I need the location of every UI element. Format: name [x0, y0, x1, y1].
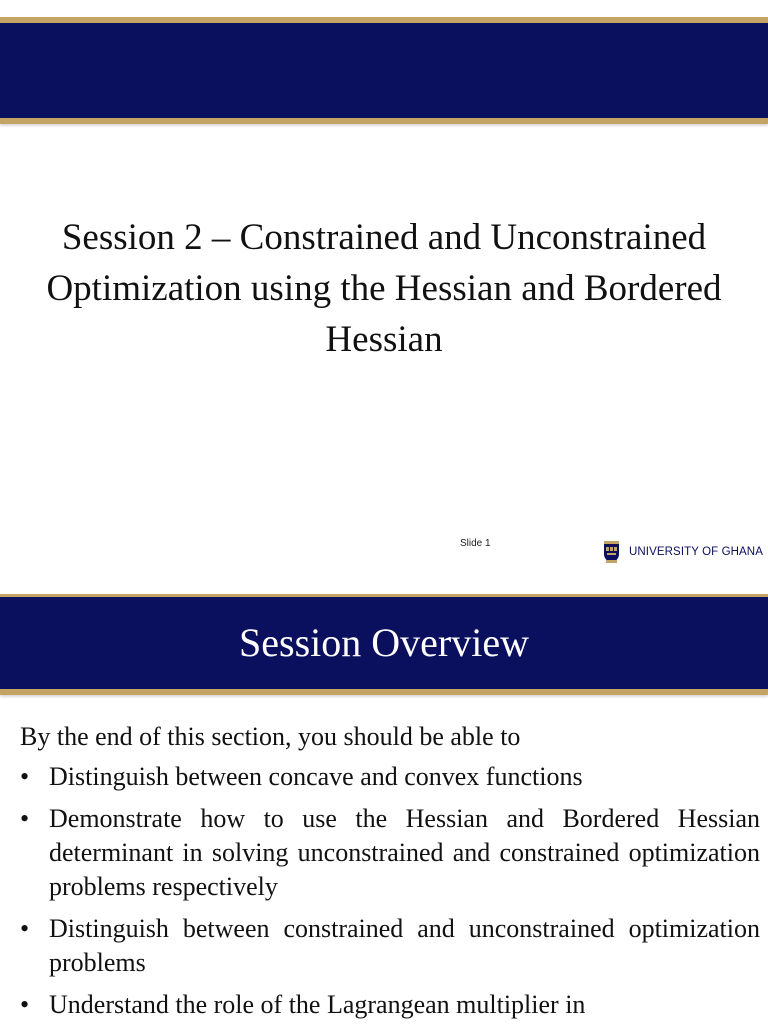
logo-text: UNIVERSITY OF GHANA — [629, 546, 763, 558]
list-item — [20, 802, 760, 904]
bullet-icon: • — [20, 990, 30, 1019]
bullet-list — [20, 760, 760, 1022]
bullet-icon: • — [20, 804, 30, 833]
slide-separator — [0, 574, 768, 594]
slide-title: Session 2 – Constrained and Unconstrained Optimization using the Hessian and Bordered Hessian — [46, 217, 722, 360]
overview-slide — [0, 594, 768, 1024]
crest-icon — [603, 540, 620, 564]
slide-heading: Session Overview — [239, 620, 529, 665]
intro-text: By the end of this section, you should be able to — [20, 722, 521, 751]
top-banner — [0, 17, 768, 124]
slide-content — [20, 720, 760, 1024]
bullet-text: Distinguish between constrained and unconstrained optimization problems — [49, 914, 760, 977]
heading-banner — [0, 594, 768, 695]
bullet-icon: • — [20, 762, 30, 791]
list-item — [20, 988, 760, 1022]
bullet-icon: • — [20, 914, 30, 943]
bullet-text: Distinguish between concave and convex functions — [49, 762, 583, 791]
bullet-text: Demonstrate how to use the Hessian and Bordered Hessian determinant in solving unconstrained and constrained optimization problems respectively — [49, 804, 760, 901]
university-logo — [603, 540, 763, 564]
slide-number: Slide 1 — [460, 538, 491, 549]
list-item — [20, 912, 760, 980]
bullet-text: Understand the role of the Lagrangean multiplier in — [49, 990, 586, 1019]
list-item — [20, 760, 760, 794]
